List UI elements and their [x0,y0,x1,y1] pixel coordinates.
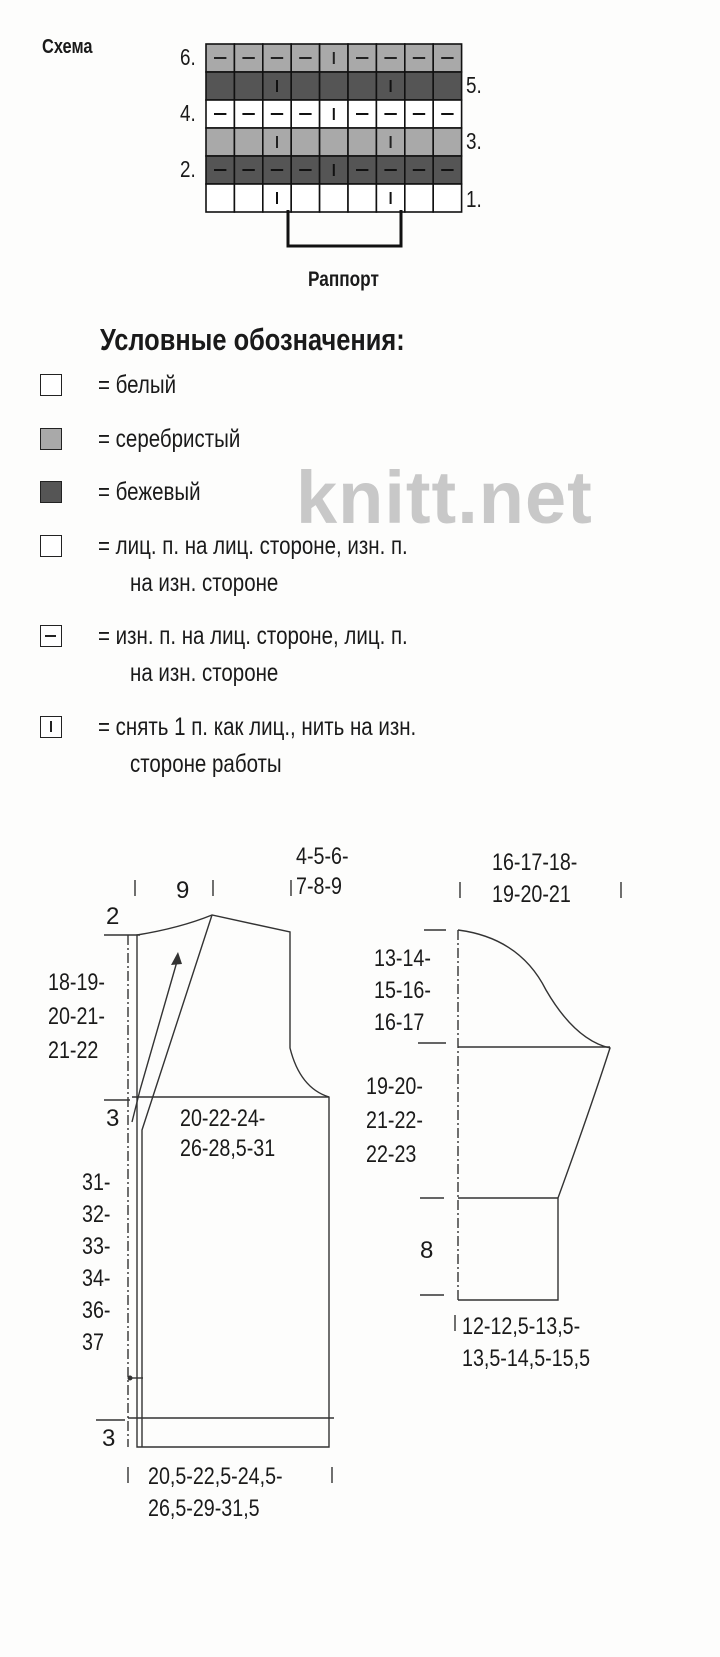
front-body-length-5: 36- [82,1297,111,1324]
legend-slip-text: = снять 1 п. как лиц., нить на изн. [98,713,417,741]
front-shoulder-width-2: 7-8-9 [296,873,342,900]
front-arrow-icon [171,952,182,965]
front-body-length-1: 31- [82,1169,111,1196]
front-armhole-height-1: 18-19- [48,969,105,996]
legend-beige-text: = бежевый [98,478,201,506]
front-bottom-width-2: 26,5-29-31,5 [148,1495,260,1522]
front-body-length-3: 33- [82,1233,111,1260]
front-armhole-height-3: 21-22 [48,1037,99,1064]
legend-slip-text-2: стороне работы [130,750,282,778]
legend-knit-text: = лиц. п. на лиц. стороне, изн. п. [98,532,408,560]
front-shoulder-width-1: 4-5-6- [296,843,349,870]
front-body-length-6: 37 [82,1329,104,1356]
front-outline [137,915,329,1447]
legend-purl-text-2: на изн. стороне [130,659,279,687]
front-neck-width: 9 [176,877,190,904]
schema-title: Схема [42,36,93,58]
front-body-length-2: 32- [82,1201,111,1228]
front-armhole-shaping: 3 [106,1105,120,1132]
sleeve-bottom-width-1: 12-12,5-13,5- [462,1313,581,1340]
front-hem: 3 [102,1425,116,1452]
sleeve-length-3: 22-23 [366,1141,417,1168]
legend-white-text: = белый [98,371,177,399]
legend-purl-text: = изн. п. на лиц. стороне, лиц. п. [98,622,408,650]
legend-silver-text: = серебристый [98,425,241,453]
front-armhole-height-2: 20-21- [48,1003,105,1030]
row-number-6: 6. [180,44,196,70]
row-number-3: 3. [466,128,482,154]
row-number-4: 4. [180,100,196,126]
front-bottom-width-1: 20,5-22,5-24,5- [148,1463,283,1490]
sleeve-top-width-2: 19-20-21 [492,881,571,908]
sleeve-cap-height-1: 13-14- [374,945,431,972]
front-chest-width-1: 20-22-24- [180,1105,266,1132]
sleeve-length-1: 19-20- [366,1073,423,1100]
front-body-length-4: 34- [82,1265,111,1292]
sleeve-cap-height-3: 16-17 [374,1009,425,1036]
front-chest-width-2: 26-28,5-31 [180,1135,276,1162]
row-number-2: 2. [180,156,196,182]
row-number-1: 1. [466,186,482,212]
sleeve-cap-height-2: 15-16- [374,977,431,1004]
watermark: knitt.net [296,456,593,539]
sleeve-length-2: 21-22- [366,1107,423,1134]
rapport-label: Раппорт [308,268,379,291]
legend-knit-text-2: на изн. стороне [130,569,279,597]
sleeve-cuff: 8 [420,1237,434,1264]
sleeve-top-width-1: 16-17-18- [492,849,578,876]
sleeve-bottom-width-2: 13,5-14,5-15,5 [462,1345,591,1372]
front-neck-depth: 2 [106,903,120,930]
row-number-5: 5. [466,72,482,98]
legend-title: Условные обозначения: [100,322,405,357]
front-edge-line [142,915,212,1447]
sleeve-outline [458,930,610,1300]
